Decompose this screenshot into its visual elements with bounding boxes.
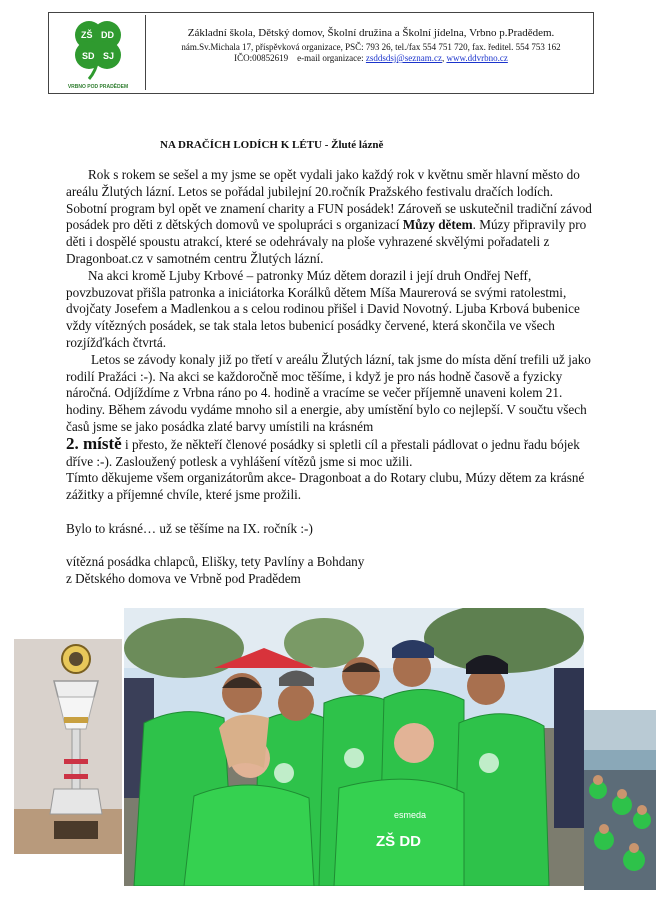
team-photo <box>124 608 584 886</box>
svg-text:SJ: SJ <box>103 51 115 61</box>
article-body <box>66 167 596 588</box>
school-logo <box>51 15 146 90</box>
website-link[interactable]: www.ddvrbno.cz <box>446 53 508 63</box>
trophy-photo <box>14 639 122 854</box>
letterhead <box>48 12 594 94</box>
signature-line-2: z Dětského domova ve Vrbně pod Pradědem <box>66 571 301 587</box>
email-link[interactable]: zsddsdsj@seznam.cz <box>365 53 442 63</box>
article-title: NA DRAČÍCH LODÍCH K LÉTU - Žluté lázně <box>160 139 384 151</box>
race-photo <box>584 710 656 890</box>
signature-line-1: vítězná posádka chlapců, Elišky, tety Pavlíny a Bohdany <box>66 554 365 570</box>
second-place-bold: 2. místě <box>66 433 122 453</box>
ico-number: IČO:00852619 <box>234 53 289 63</box>
svg-text:ZŠ: ZŠ <box>81 30 93 40</box>
shirt-text: ZŠ DD <box>376 833 421 850</box>
svg-text:DD: DD <box>101 30 114 40</box>
email-label: e-mail organizace: <box>297 53 364 63</box>
svg-text:SD: SD <box>82 51 95 61</box>
paragraph-1: Rok s rokem se sešel a my jsme se opět vydali jako každý rok v květnu směr hlavní město do areálu Žlutých lázní. Letos se pořádal jubilejní 20.ročník Pražského festivalu dračích lodích. Sobotní program byl opět ve znamení charity a FUN posádek! Zároveň se uskutečnil tradiční závod posádek pro děti z dětských domovů ve spolupráci s organizací Můzy dětem. Múzy připravily pro děti i dospělé spoustu atrakcí, které se odehrávaly na ploše vyhrazené skvělými pořadateli z Dragonboat.cz v samotném centru Žlutých lázní. <box>66 167 592 266</box>
paragraph-5: Bylo to krásné… už se těšíme na IX. ročník :-) <box>66 520 313 536</box>
shirt-brand: esmeda <box>394 810 427 820</box>
letterhead-text <box>149 13 593 63</box>
paragraph-4: Tímto děkujeme všem organizátorům akce- Dragonboat a do Rotary clubu, Múzy dětem za krásné zážitky a příjemné chvíle, které jsme prožili. <box>66 470 585 503</box>
school-contacts: IČO:00852619 e-mail organizace: zsddsdsj@seznam.cz, www.ddvrbno.cz <box>234 53 508 63</box>
paragraph-2: Na akci kromě Ljuby Krbové – patronky Múz dětem dorazil i její druh Ondřej Neff, povzbuzovat přišla patronka a iniciátorka Korálků dětem Míša Maurerová se svými ratolestmi, dvojčaty Josefem a Madlenkou a s celou rodinou přišel i David Novotný. Ljuba Krbová bubenice vždy vítězných posádek, se tak stala letos bubenicí posádky červené, která skončila ve všech rozjížďkách čtvrtá. <box>66 267 580 350</box>
clover-logo-icon <box>51 15 145 81</box>
muzy-detem-bold: Můzy dětem <box>402 217 473 233</box>
school-name: Základní škola, Dětský domov, Školní družina a Školní jídelna, Vrbno p.Pradědem. <box>187 27 555 39</box>
paragraph-3: Letos se závody konaly již po třetí v areálu Žlutých lázní, tak jsme do místa dění trefili už jako rodilí Pražáci :-). Na akci se každoročně moc těšíme, i když je pro nás hodně časově a fyzicky náročná. Odjíždíme z Vrbna ráno po 4. hodině a vracíme se večer příjemně unaveni kolem 21. hodiny. Během závodu vydáme mnoho sil a energie, aby umístění bylo co nejlepší. V součtu všech časů jsme se jako posádka zlaté barvy umístili na krásném 2. místě i přesto, že někteří členové posádky si spletli cíl a přestali pádlovat o jednu řadu bójek dříve :-). Zasloužený potlesk a vyhlášení vítězů jsme si moc užili. <box>66 351 591 469</box>
logo-caption: VRBNO POD PRADĚDEM <box>67 84 129 90</box>
school-address: nám.Sv.Michala 17, příspěvková organizace, PSČ: 793 26, tel./fax 554 751 720, fax. ředitel. 554 753 162 <box>181 42 561 52</box>
